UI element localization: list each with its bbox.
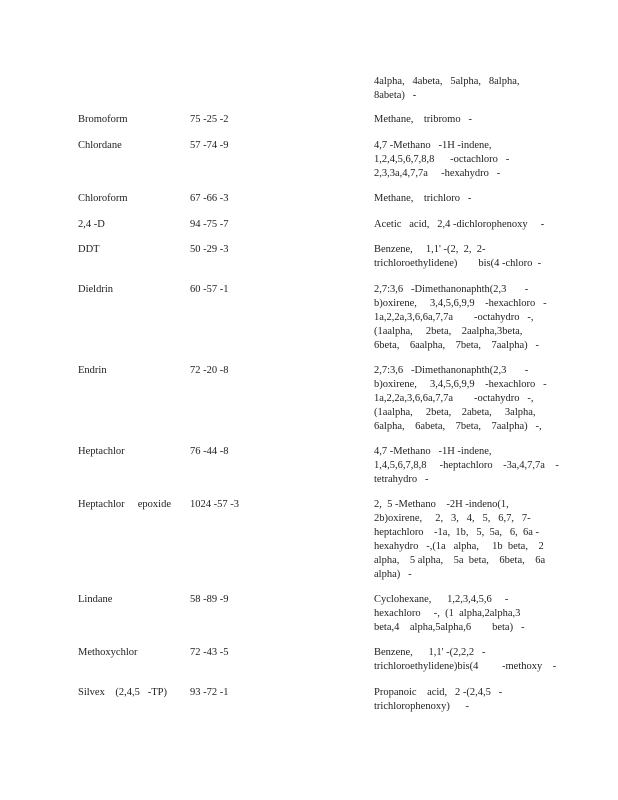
- row-desc-line: 2,7:3,6 -Dimethanonaphth(2,3 -: [374, 365, 529, 376]
- row-name: Endrin: [78, 365, 107, 376]
- row-name: Chloroform: [78, 193, 128, 204]
- row-desc-line: (1aalpha, 2beta, 2abeta, 3alpha,: [374, 407, 536, 418]
- row-cas: 58 -89 -9: [190, 594, 229, 605]
- row-desc-line: trichlorophenoxy) -: [374, 701, 470, 712]
- row-name: DDT: [78, 244, 100, 255]
- row-desc-line: b)oxirene, 3,4,5,6,9,9 -hexachloro -: [374, 379, 547, 390]
- row-name: Chlordane: [78, 140, 122, 151]
- row-cas: 94 -75 -7: [190, 219, 229, 230]
- row-cas: 76 -44 -8: [190, 446, 229, 457]
- row-desc-line: Cyclohexane, 1,2,3,4,5,6 -: [374, 594, 509, 605]
- row-desc-line: Benzene, 1,1' -(2,2,2 -: [374, 647, 486, 658]
- row-desc-line: 1a,2,2a,3,6,6a,7,7a -octahydro -,: [374, 312, 534, 323]
- row-desc-line: trichloroethylidene)bis(4 -methoxy -: [374, 661, 557, 672]
- row-cas: 72 -43 -5: [190, 647, 229, 658]
- row-desc-line: 4alpha, 4abeta, 5alpha, 8alpha,: [374, 76, 520, 87]
- row-name: Silvex (2,4,5 -TP): [78, 687, 167, 698]
- row-name: Lindane: [78, 594, 113, 605]
- row-cas: 50 -29 -3: [190, 244, 229, 255]
- row-cas: 72 -20 -8: [190, 365, 229, 376]
- row-name: Bromoform: [78, 114, 128, 125]
- row-cas: 60 -57 -1: [190, 284, 229, 295]
- row-desc-line: 6alpha, 6abeta, 7beta, 7aalpha) -,: [374, 421, 542, 432]
- row-desc-line: Propanoic acid, 2 -(2,4,5 -: [374, 687, 503, 698]
- row-name: Heptachlor epoxide: [78, 499, 172, 510]
- row-desc-line: 2, 5 -Methano -2H -indeno(1,: [374, 499, 509, 510]
- row-desc-line: 1,2,4,5,6,7,8,8 -octachloro -: [374, 154, 510, 165]
- row-desc-line: hexahydro -,(1a alpha, 1b beta, 2: [374, 541, 544, 552]
- row-desc-line: alpha, 5 alpha, 5a beta, 6beta, 6a: [374, 555, 546, 566]
- row-desc-line: Methane, tribromo -: [374, 114, 472, 125]
- row-name: Methoxychlor: [78, 647, 138, 658]
- row-desc-line: beta,4 alpha,5alpha,6 beta) -: [374, 622, 525, 633]
- row-desc-line: b)oxirene, 3,4,5,6,9,9 -hexachloro -: [374, 298, 547, 309]
- row-desc-line: hexachloro -, (1 alpha,2alpha,3: [374, 608, 521, 619]
- row-desc-line: 1,4,5,6,7,8,8 -heptachloro -3a,4,7,7a -: [374, 460, 559, 471]
- row-name: Dieldrin: [78, 284, 113, 295]
- row-desc-line: 4,7 -Methano -1H -indene,: [374, 140, 492, 151]
- row-name: 2,4 -D: [78, 219, 105, 230]
- row-desc-line: heptachloro -1a, 1b, 5, 5a, 6, 6a -: [374, 527, 540, 538]
- row-desc-line: 6beta, 6aalpha, 7beta, 7aalpha) -: [374, 340, 540, 351]
- row-desc-line: Acetic acid, 2,4 -dichlorophenoxy -: [374, 219, 545, 230]
- row-cas: 75 -25 -2: [190, 114, 229, 125]
- row-desc-line: alpha) -: [374, 569, 412, 580]
- row-desc-line: 2,3,3a,4,7,7a -hexahydro -: [374, 168, 501, 179]
- row-name: Heptachlor: [78, 446, 125, 457]
- row-desc-line: tetrahydro -: [374, 474, 429, 485]
- row-desc-line: 1a,2,2a,3,6,6a,7,7a -octahydro -,: [374, 393, 534, 404]
- row-cas: 57 -74 -9: [190, 140, 229, 151]
- row-desc-line: Benzene, 1,1' -(2, 2, 2-: [374, 244, 486, 255]
- row-cas: 93 -72 -1: [190, 687, 229, 698]
- row-desc-line: (1aalpha, 2beta, 2aalpha,3beta,: [374, 326, 523, 337]
- row-desc-line: trichloroethylidene) bis(4 -chloro -: [374, 258, 542, 269]
- row-desc-line: Methane, trichloro -: [374, 193, 472, 204]
- row-desc-line: 2,7:3,6 -Dimethanonaphth(2,3 -: [374, 284, 529, 295]
- row-cas: 1024 -57 -3: [190, 499, 239, 510]
- row-cas: 67 -66 -3: [190, 193, 229, 204]
- row-desc-line: 8abeta) -: [374, 90, 417, 101]
- row-desc-line: 2b)oxirene, 2, 3, 4, 5, 6,7, 7-: [374, 513, 531, 524]
- row-desc-line: 4,7 -Methano -1H -indene,: [374, 446, 492, 457]
